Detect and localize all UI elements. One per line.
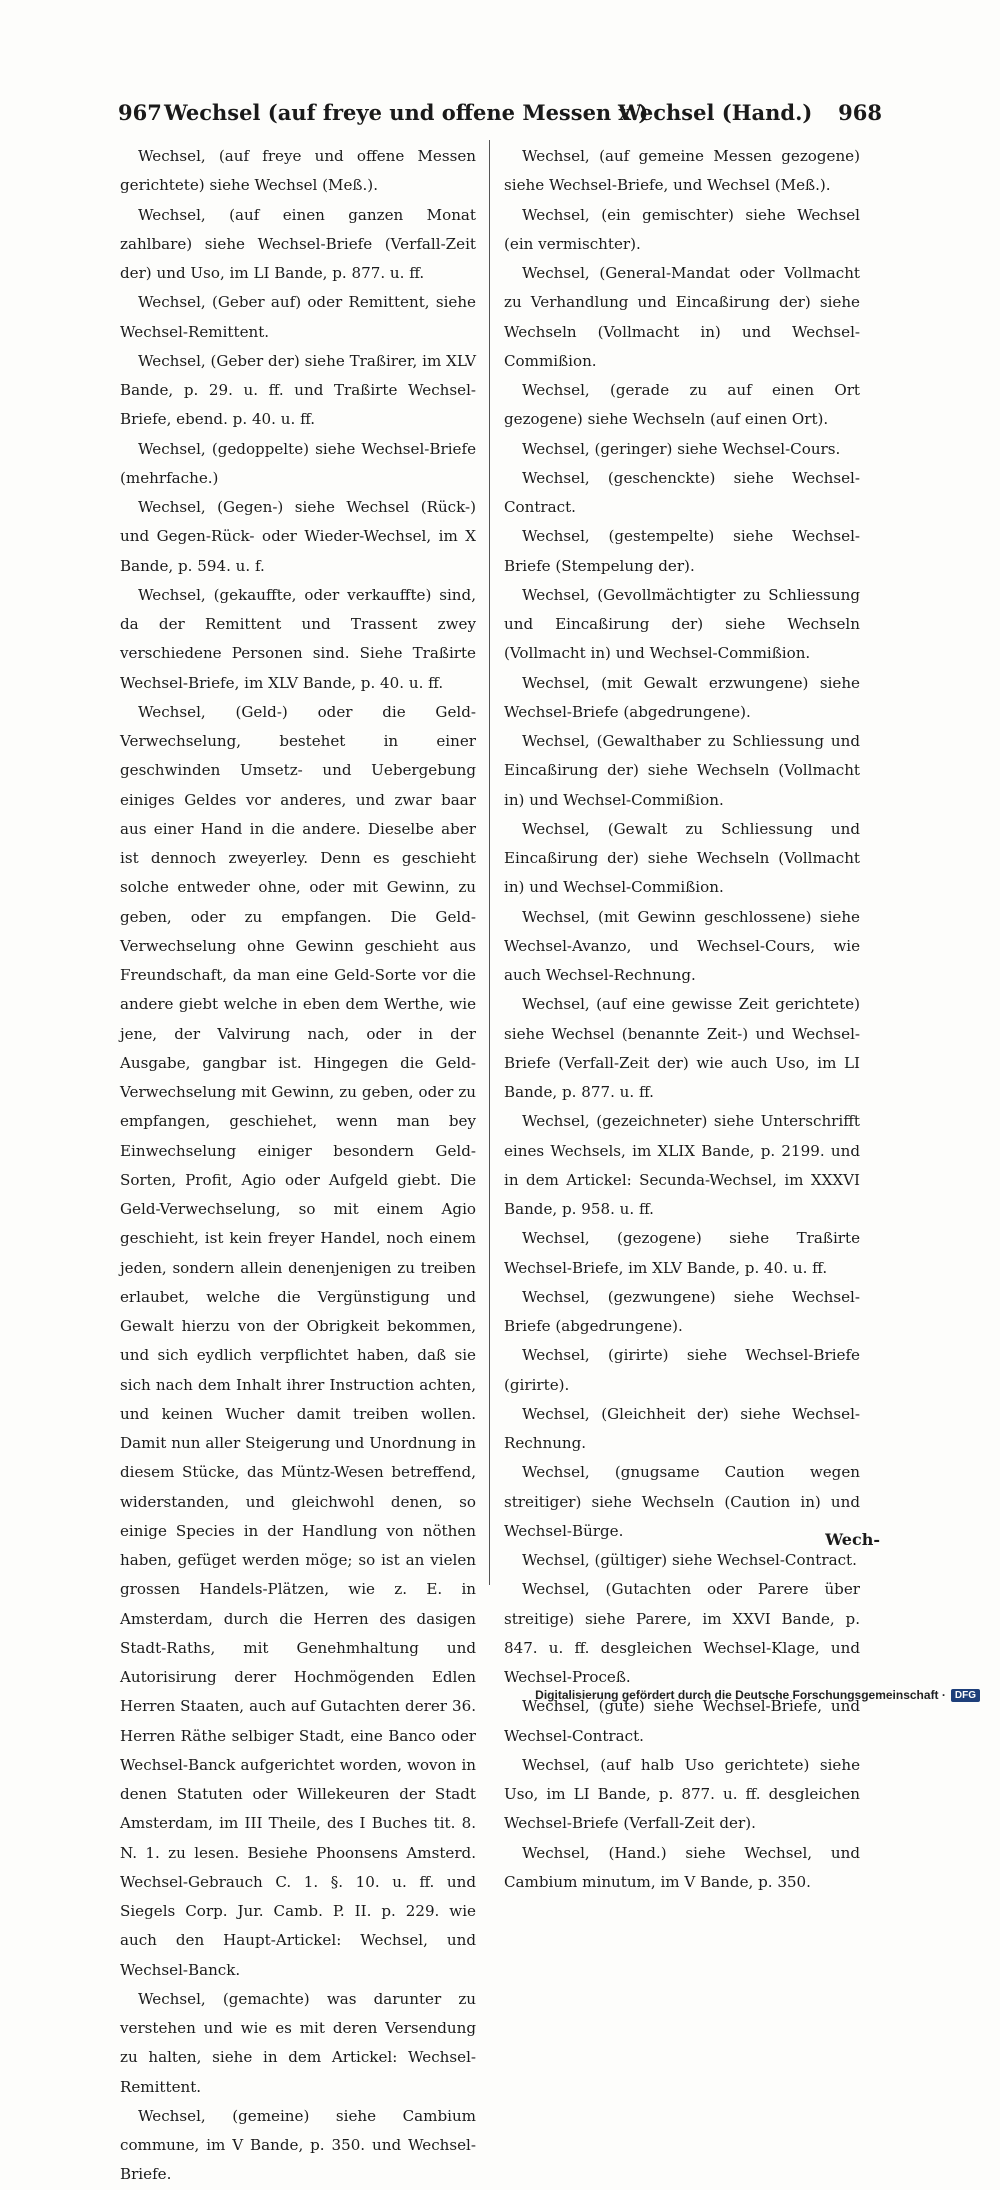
column-divider bbox=[489, 140, 490, 1585]
footer-text: Digitalisierung gefördert durch die Deutsche Forschungsgemeinschaft · bbox=[535, 1688, 946, 1702]
page-header bbox=[118, 100, 882, 134]
entry: Wechsel, (geringer) siehe Wechsel-Cours. bbox=[522, 439, 841, 458]
entry: Wechsel, (mit Gewalt erzwungene) siehe Wechsel-Briefe (abgedrungene). bbox=[504, 673, 860, 721]
entry: Wechsel, (Geber auf) oder Remittent, siehe Wechsel-Remittent. bbox=[120, 293, 476, 341]
entry: Wechsel, (Gegen-) siehe Wechsel (Rück-) und Gegen-Rück- oder Wieder-Wechsel, im X Bande, p. 594. u. f. bbox=[120, 498, 476, 575]
entry: Wechsel, (gemachte) was darunter zu verstehen und wie es mit deren Versendung zu halten, siehe in dem Artickel: Wechsel-Remittent. bbox=[120, 1989, 476, 2096]
running-title-left: Wechsel (auf freye und offene Messen x.) bbox=[164, 100, 649, 125]
entry: Wechsel, (Gleichheit der) siehe Wechsel-Rechnung. bbox=[504, 1404, 860, 1452]
entry: Wechsel, (gültiger) siehe Wechsel-Contract. bbox=[522, 1551, 857, 1569]
entry: Wechsel, (gezwungene) siehe Wechsel-Briefe (abgedrungene). bbox=[504, 1287, 860, 1335]
entry: Wechsel, (gezeichneter) siehe Unterschrifft eines Wechsels, im XLIX Bande, p. 2199. und in dem Artickel: Secunda-Wechsel, im XXXVI Bande, p. 958. u. ff. bbox=[504, 1112, 860, 1218]
page-number-left: 967 bbox=[118, 100, 162, 125]
entry: Wechsel, (gerade zu auf einen Ort gezogene) siehe Wechseln (auf einen Ort). bbox=[504, 381, 860, 429]
entry: Wechsel, (auf halb Uso gerichtete) siehe Uso, im LI Bande, p. 877. u. ff. desgleichen Wechsel-Briefe (Verfall-Zeit der). bbox=[504, 1755, 860, 1833]
dfg-logo: DFG bbox=[951, 1689, 980, 1702]
entry: Wechsel, (gnugsame Caution wegen streitiger) siehe Wechseln (Caution in) und Wechsel-Bürge. bbox=[504, 1463, 860, 1540]
entry: Wechsel, (girirte) siehe Wechsel-Briefe (girirte). bbox=[504, 1346, 860, 1394]
entry: Wechsel, (gute) siehe Wechsel-Briefe, und Wechsel-Contract. bbox=[504, 1697, 860, 1745]
right-column bbox=[504, 142, 860, 1897]
catchword: Wech- bbox=[825, 1530, 880, 1549]
entry: Wechsel, (Hand.) siehe Wechsel, und Cambium minutum, im V Bande, p. 350. bbox=[504, 1843, 860, 1891]
entry: Wechsel, (gezogene) siehe Traßirte Wechsel-Briefe, im XLV Bande, p. 40. u. ff. bbox=[504, 1229, 860, 1277]
running-title-right: Wechsel (Hand.) bbox=[618, 100, 813, 125]
entry: Wechsel, (mit Gewinn geschlossene) siehe Wechsel-Avanzo, und Wechsel-Cours, wie auch Wechsel-Rechnung. bbox=[504, 907, 860, 984]
entry: Wechsel, (Gewalthaber zu Schliessung und Eincaßirung der) siehe Wechseln (Vollmacht in) und Wechsel-Commißion. bbox=[504, 732, 860, 809]
entry: Wechsel, (gestempelte) siehe Wechsel-Briefe (Stempelung der). bbox=[504, 527, 860, 575]
entry: Wechsel, (auf eine gewisse Zeit gerichtete) siehe Wechsel (benannte Zeit-) und Wechsel-Briefe (Verfall-Zeit der) wie auch Uso, im LI Bande, p. 877. u. ff. bbox=[504, 995, 860, 1101]
entry: Wechsel, (gemeine) siehe Cambium commune, im V Bande, p. 350. und Wechsel-Briefe. bbox=[120, 2106, 476, 2184]
digitization-footer bbox=[535, 1688, 980, 1702]
entry: Wechsel, (gekauffte, oder verkauffte) sind, da der Remittent und Trassent zwey verschiedene Personen sind. Siehe Traßirte Wechsel-Briefe, im XLV Bande, p. 40. u. ff. bbox=[120, 585, 476, 692]
entry: Wechsel, (Gevollmächtigter zu Schliessung und Eincaßirung der) siehe Wechseln (Vollmacht in) und Wechsel-Commißion. bbox=[504, 585, 860, 663]
entry: Wechsel, (Geld-) oder die Geld-Verwechselung, bestehet in einer geschwinden Umsetz- und Uebergebung einiges Geldes vor anderes, und zwar baar aus einer Hand in die andere. Dieselbe aber ist dennoch zweyerley. Denn es geschieht solche entweder ohne, oder mit Gewinn, zu geben, oder zu empfangen. Die Geld-Verwechselung ohne Gewinn geschieht aus Freundschaft, da man eine Geld-Sorte vor die andere giebt welche in eben dem Werthe, wie jene, der Valvirung nach, oder in der Ausgabe, gangbar ist. Hingegen die Geld-Verwechselung mit Gewinn, zu geben, oder zu empfangen, geschiehet, wenn man bey Einwechselung einiger besondern Geld-Sorten, Profit, Agio oder Aufgeld giebt. Die Geld-Verwechselung, so mit einem Agio geschieht, ist kein freyer Handel, noch einem jeden, sondern allein denenjenigen zu treiben erlaubet, welche die Vergünstigung und Gewalt hierzu von der Obrigkeit bekommen, und sich eydlich verpflichtet haben, daß sie sich nach dem Inhalt ihrer Instruction achten, und keinen Wucher damit treiben wollen. Damit nun aller Steigerung und Unordnung in diesem Stücke, das Müntz-Wesen betreffend, widerstanden, und gleichwohl denen, so einige Species in der Handlung von nöthen haben, gefüget werden möge; so ist an vielen grossen Handels-Plätzen, wie z. E. in Amsterdam, durch die Herren des dasigen Stadt-Raths, mit Genehmhaltung und Autorisirung derer Hochmögenden Edlen Herren Staaten, auch auf Gutachten derer 36. Herren Räthe selbiger Stadt, eine Banco oder Wechsel-Banck aufgerichtet worden, wovon in denen Statuten oder Willekeuren der Stadt Amsterdam, im III Theile, des I Buches tit. 8. N. 1. zu lesen. Besiehe Phoonsens Amsterd. Wechsel-Gebrauch C. 1. §. 10. u. ff. und Siegels Corp. Jur. Camb. P. II. p. 229. wie auch den Haupt-Artickel: Wechsel, und Wechsel-Banck. bbox=[120, 702, 476, 1979]
entry: Wechsel, (auf gemeine Messen gezogene) siehe Wechsel-Briefe, und Wechsel (Meß.). bbox=[504, 147, 860, 195]
entry: Wechsel, (gedoppelte) siehe Wechsel-Briefe (mehrfache.) bbox=[120, 439, 476, 487]
left-column bbox=[120, 142, 476, 2190]
entry: Wechsel, (ein gemischter) siehe Wechsel (ein vermischter). bbox=[504, 205, 860, 253]
page-number-right: 968 bbox=[838, 100, 882, 125]
entry: Wechsel, (geschenckte) siehe Wechsel-Contract. bbox=[504, 468, 860, 516]
entry: Wechsel, (Geber der) siehe Traßirer, im XLV Bande, p. 29. u. ff. und Traßirte Wechsel-Briefe, ebend. p. 40. u. ff. bbox=[120, 351, 476, 429]
entry: Wechsel, (Gutachten oder Parere über streitige) siehe Parere, im XXVI Bande, p. 847. u. ff. desgleichen Wechsel-Klage, und Wechsel-Proceß. bbox=[504, 1580, 860, 1686]
entry: Wechsel, (auf freye und offene Messen gerichtete) siehe Wechsel (Meß.). bbox=[120, 147, 476, 195]
entry: Wechsel, (auf einen ganzen Monat zahlbare) siehe Wechsel-Briefe (Verfall-Zeit der) und Uso, im LI Bande, p. 877. u. ff. bbox=[120, 205, 476, 282]
entry: Wechsel, (General-Mandat oder Vollmacht zu Verhandlung und Eincaßirung der) siehe Wechseln (Vollmacht in) und Wechsel-Commißion. bbox=[504, 264, 860, 370]
entry: Wechsel, (Gewalt zu Schliessung und Eincaßirung der) siehe Wechseln (Vollmacht in) und Wechsel-Commißion. bbox=[504, 819, 860, 897]
